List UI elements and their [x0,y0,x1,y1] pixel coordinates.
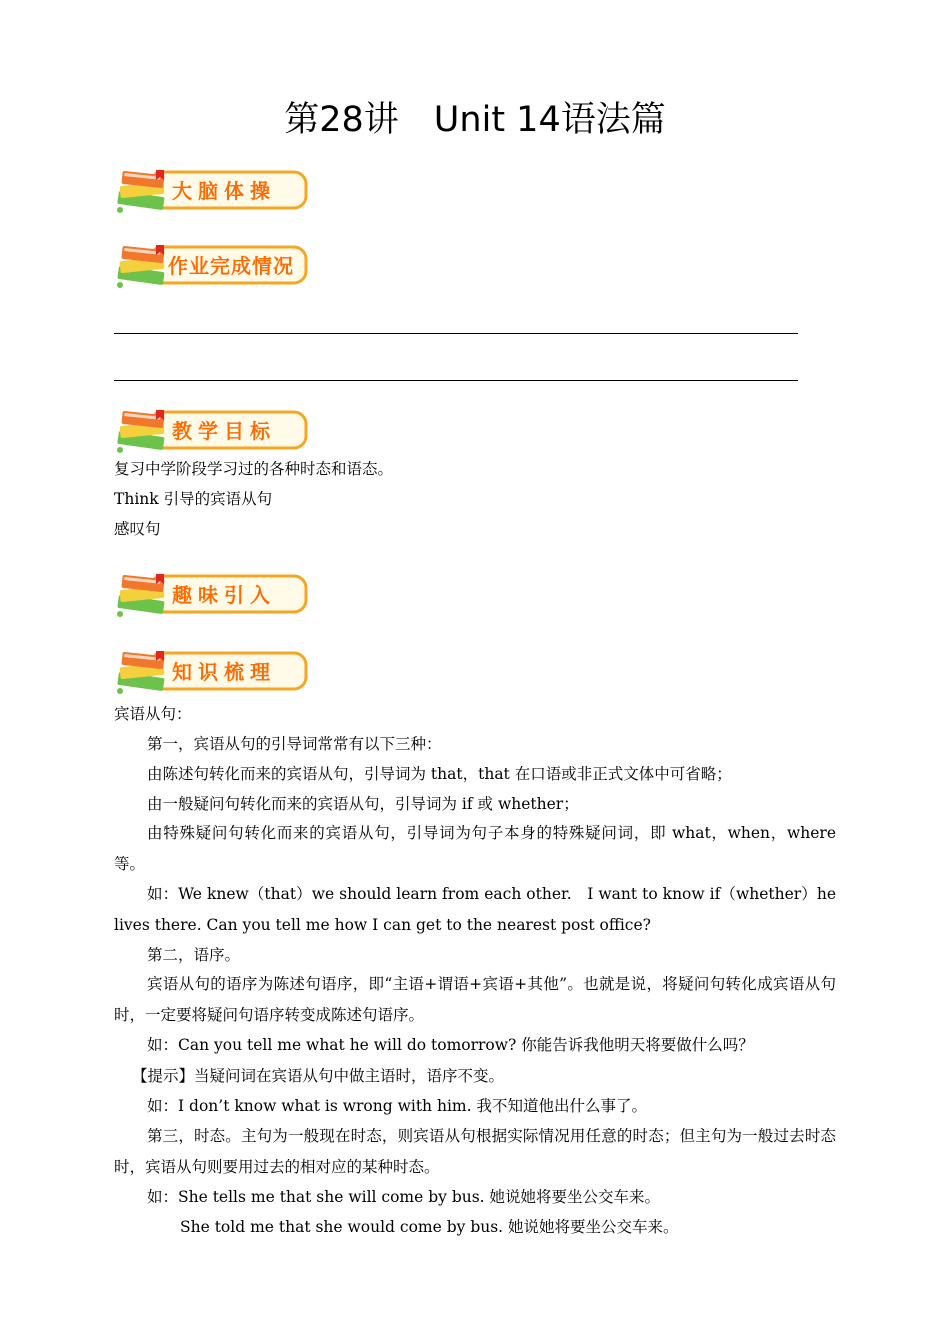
paragraph: 由特殊疑问句转化而来的宾语从句，引导词为句子本身的特殊疑问词，即 what，when，where 等。 [114,824,836,873]
body-heading: 宾语从句： [114,705,192,723]
section-brain-exercise [112,166,312,216]
section-homework [112,241,312,291]
example-paragraph: 如：We knew（that）we should learn from each other. I want to know if（whether）he lives there. Can you tell me how I can get to the nearest post office? [114,885,836,934]
section-fun-intro [112,570,312,620]
example-paragraph: 如：She tells me that she will come by bus. 她说她将要坐公交车来。 [147,1188,661,1206]
paragraph: 宾语从句的语序为陈述句语序，即“主语+谓语+宾语+其他”。也就是说，将疑问句转化成宾语从句时，一定要将疑问句语序转变成陈述句语序。 [114,975,836,1024]
section-label: 趣味引入 [172,583,276,607]
goal-item: Think 引导的宾语从句 [114,490,273,508]
example-paragraph: She told me that she would come by bus. 她说她将要坐公交车来。 [180,1218,679,1236]
paragraph: 第二，语序。 [147,946,241,964]
section-label: 知识梳理 [172,660,276,684]
section-label: 教学目标 [172,419,276,443]
paragraph: 第一，宾语从句的引导词常常有以下三种： [147,735,442,753]
section-label: 大脑体操 [172,179,276,203]
section-knowledge [112,647,312,697]
page-title: 第28讲 Unit 14语法篇 [284,100,666,140]
answer-line [114,333,798,334]
example-paragraph: 如：I don’t know what is wrong with him. 我不知道他出什么事了。 [147,1097,647,1115]
tip-paragraph: 【提示】当疑问词在宾语从句中做主语时，语序不变。 [132,1067,505,1085]
goal-item: 感叹句 [114,520,161,538]
section-label: 作业完成情况 [168,254,294,278]
paragraph: 由一般疑问句转化而来的宾语从句，引导词为 if 或 whether； [147,795,579,813]
example-paragraph: 如：Can you tell me what he will do tomorrow? 你能告诉我他明天将要做什么吗？ [147,1036,754,1054]
goal-item: 复习中学阶段学习过的各种时态和语态。 [114,460,394,478]
paragraph: 由陈述句转化而来的宾语从句，引导词为 that，that 在口语或非正式文体中可省略； [147,765,732,783]
paragraph: 第三，时态。主句为一般现在时态，则宾语从句根据实际情况用任意的时态；但主句为一般过去时态时，宾语从句则要用过去的相对应的某种时态。 [114,1127,836,1176]
answer-line [114,380,798,381]
section-goals [112,406,312,456]
